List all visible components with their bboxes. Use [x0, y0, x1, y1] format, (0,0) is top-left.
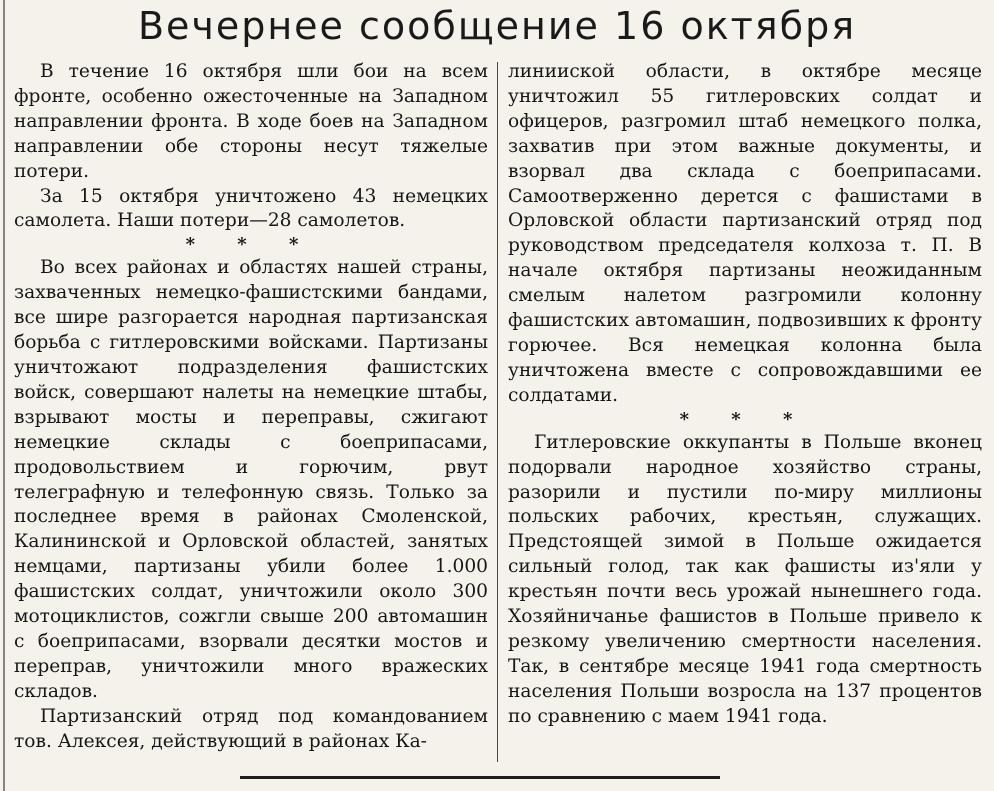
column-divider — [497, 62, 498, 762]
left-edge-rule — [3, 0, 5, 791]
paragraph-partisan-struggle: Во всех районах и областях нашей страны, захваченных немецко-фашистскими бандами, все шире разгорается народная партизанская борьба с гитлеровскими войсками. Партизаны уничтожают подразделения фашистских войск, совершают налеты на немецкие штабы, взрывают мосты и переправы, сжигают немецкие склады с боеприпасами, продовольствием и горючим, рвут телеграфную и телефонную связь. Только за последнее время в районах Смоленской, Калининской и Орловской областей, занятых немцами, партизаны убили более 1.000 фашистских солдат, уничтожили около 300 мотоциклистов, сожгли свыше 200 автомашин с боеприпасами, взорвали десятки мостов и переправ, уничтожили много вражеских складов. — [14, 257, 488, 702]
right-column — [508, 60, 982, 730]
paragraph-aircraft-losses: За 15 октября уничтожено 43 немецких самолета. Наши потери—28 самолетов. — [14, 185, 488, 232]
headline: Вечернее сообщение 16 октября — [137, 4, 857, 48]
paragraph-partisan-detachment: Партизанский отряд под командованием тов. Алексея, действующий в районах Ка- — [14, 705, 488, 752]
section-separator-stars: * * * — [679, 408, 811, 430]
paragraph-front-report: В течение 16 октября шли бои на всем фронте, особенно ожесточенные на Западном направлении фронта. В ходе боев на Западном направлении обе стороны несут тяжелые потери. — [14, 61, 488, 182]
bottom-rule — [240, 776, 720, 779]
paragraph-detachment-continued: линииской области, в октябре месяце уничтожил 55 гитлеровских солдат и офицеров, разгромил штаб немецкого полка, захватив при этом важные документы, и взорвал два склада с боеприпасами. Самоотверженно дерется с фашистами в Орловской области партизанский отряд под руководством председателя колхоза т. П. В начале октября партизаны неожиданным смелым налетом разгромили колонну фашистских автомашин, подвозивших к фронту горючее. Вся немецкая колонна была уничтожена вместе с сопровождавшими ее солдатами. — [508, 61, 982, 406]
paragraph-poland-occupation: Гитлеровские оккупанты в Польше вконец подорвали народное хозяйство страны, разорили и пустили по-миру миллионы польских рабочих, крестьян, служащих. Предстоящей зимой в Польше ожидается сильный голод, так как фашисты из'яли у крестьян почти весь урожай нынешнего года. Хозяйничанье фашистов в Польше привело к резкому увеличению смертности населения. Так, в сентябре месяце 1941 года смертность населения Польши возросла на 137 процентов по сравнению с маем 1941 года. — [508, 431, 982, 727]
section-separator-stars: * * * — [185, 234, 317, 256]
left-column — [14, 60, 488, 754]
